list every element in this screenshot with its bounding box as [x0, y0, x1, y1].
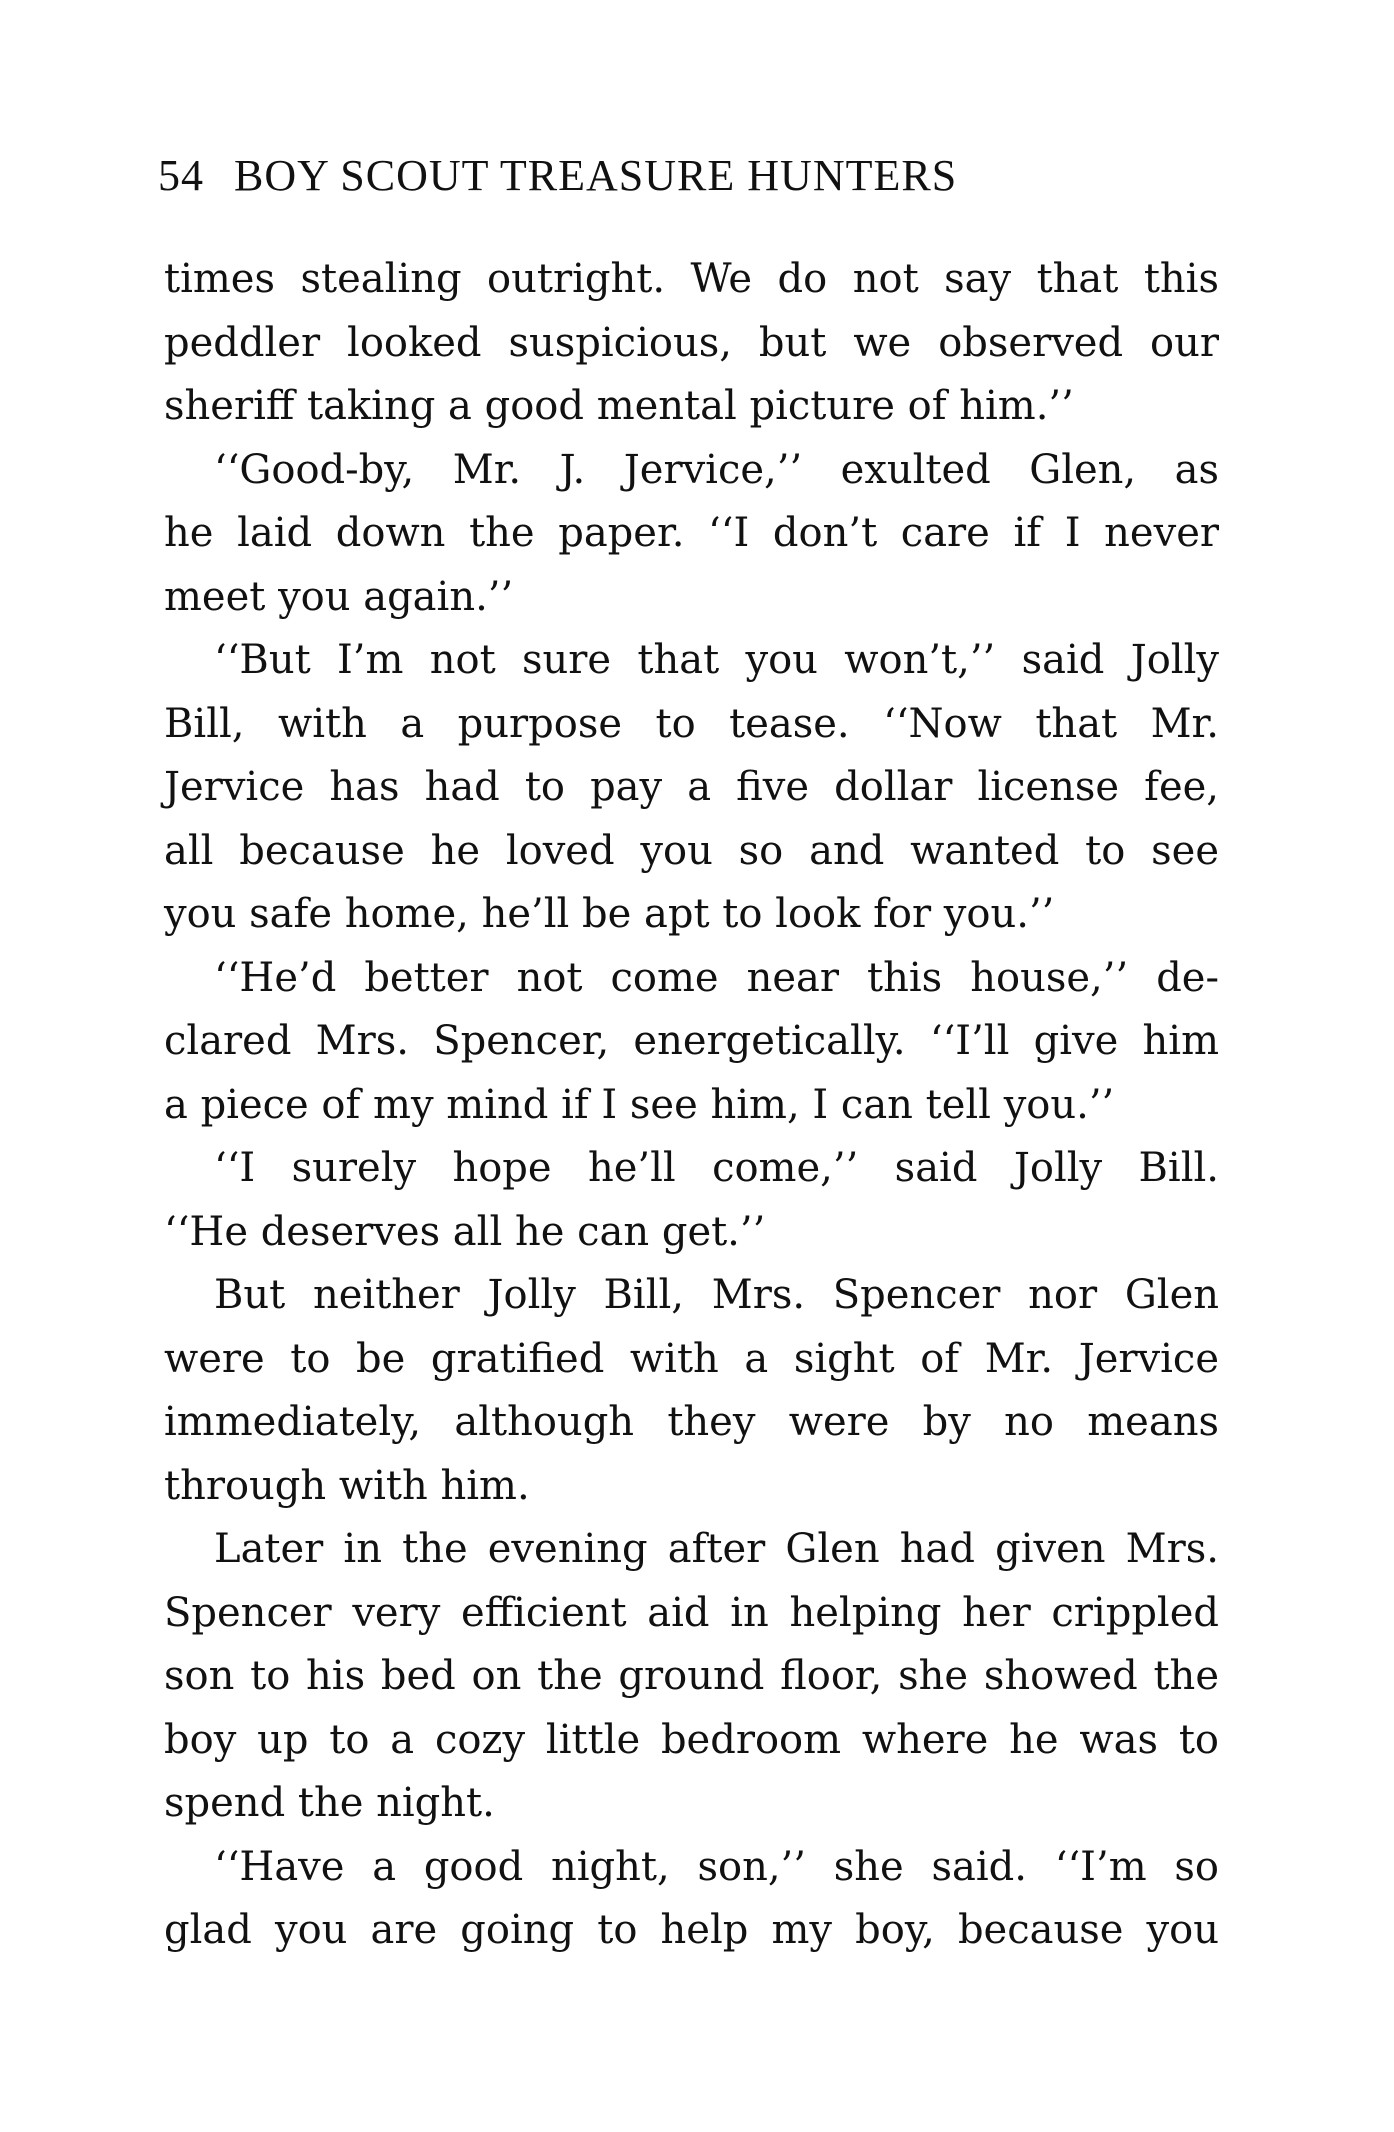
text-line: times stealing outright. We do not say that this — [164, 256, 1219, 302]
text-line: meet you again.’’ — [164, 573, 514, 620]
text-line: But neither Jolly Bill, Mrs. Spencer nor Glen — [214, 1272, 1219, 1318]
text-line: Later in the evening after Glen had given Mrs. — [214, 1526, 1219, 1572]
text-line: clared Mrs. Spencer, energetically. ‘‘I’ll give him — [164, 1018, 1219, 1064]
text-line: were to be gratified with a sight of Mr. Jervice — [164, 1335, 1219, 1382]
text-line: ‘‘Good-by, Mr. J. Jervice,’’ exulted Glen, as — [214, 446, 1219, 493]
text-line: ‘‘Have a good night, son,’’ she said. ‘‘I’m so — [214, 1843, 1219, 1890]
page-number: 54 — [158, 151, 204, 200]
text-line: boy up to a cozy little bedroom where he was to — [164, 1716, 1219, 1763]
text-line: spend the night. — [164, 1780, 495, 1826]
text-line: sheriff taking a good mental picture of him.’’ — [164, 383, 1074, 429]
text-line: son to his bed on the ground floor, she showed the — [164, 1653, 1219, 1699]
text-line: all because he loved you so and wanted to see — [164, 827, 1219, 874]
text-line: Bill, with a purpose to tease. ‘‘Now that Mr. — [164, 700, 1219, 747]
text-line: he laid down the paper. ‘‘I don’t care if I never — [164, 510, 1219, 556]
page-header — [158, 150, 957, 201]
text-line: Spencer very efficient aid in helping her crippled — [164, 1589, 1219, 1636]
text-line: you safe home, he’ll be apt to look for you.’’ — [164, 891, 1055, 937]
body-text — [164, 248, 1219, 1963]
text-line: a piece of my mind if I see him, I can tell you.’’ — [164, 1081, 1115, 1128]
text-line: glad you are going to help my boy, because you — [164, 1907, 1219, 1953]
text-line: ‘‘I surely hope he’ll come,’’ said Jolly Bill. — [214, 1145, 1219, 1191]
running-title: BOY SCOUT TREASURE HUNTERS — [234, 151, 958, 200]
text-line: ‘‘But I’m not sure that you won’t,’’ said Jolly — [214, 637, 1219, 683]
text-line: Jervice has had to pay a five dollar license fee, — [164, 764, 1219, 810]
text-line: ‘‘He’d better not come near this house,’’ de- — [214, 954, 1219, 1001]
text-line: immediately, although they were by no means — [164, 1399, 1219, 1445]
text-line: through with him. — [164, 1462, 530, 1509]
text-line: peddler looked suspicious, but we observed our — [164, 319, 1219, 366]
text-line: ‘‘He deserves all he can get.’’ — [164, 1208, 766, 1255]
